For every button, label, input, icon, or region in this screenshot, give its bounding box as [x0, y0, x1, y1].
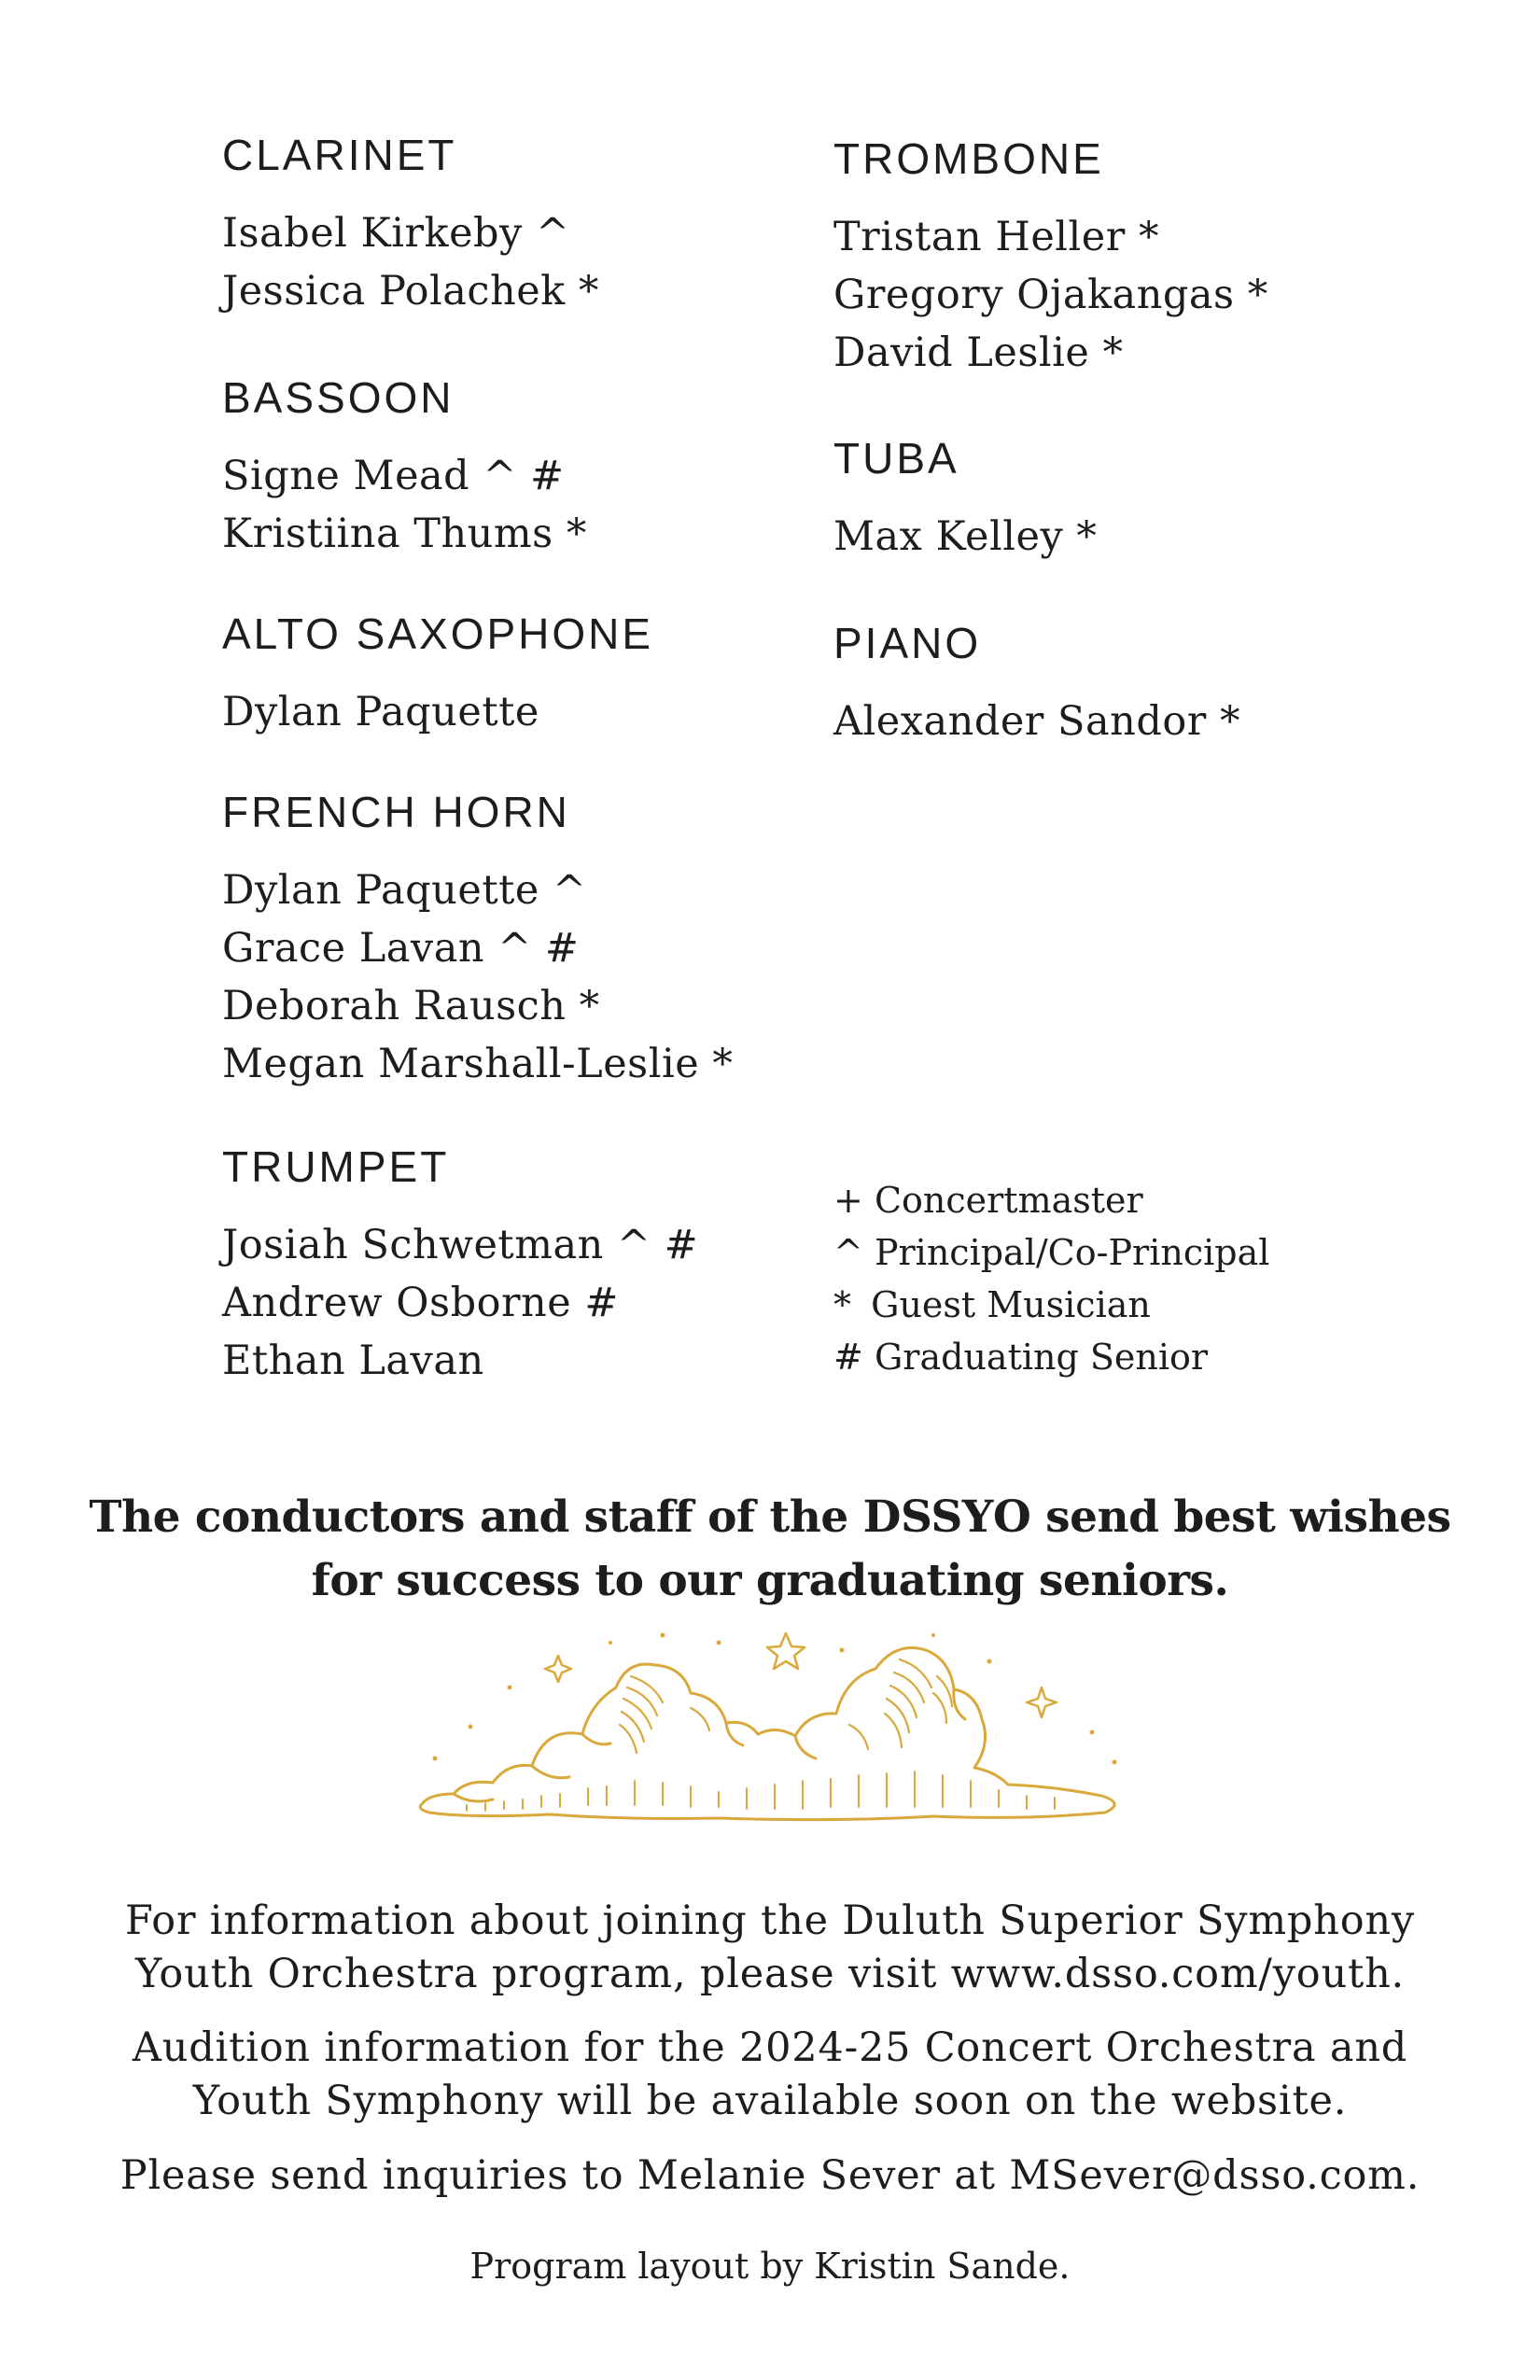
symbol-legend [833, 1174, 1269, 1383]
section-heading: ALTO SAXOPHONE [222, 609, 654, 658]
legend-label: Guest Musician [871, 1284, 1151, 1325]
legend-label: Graduating Senior [874, 1337, 1209, 1378]
audition-info [0, 2022, 1540, 2128]
section-heading: BASSOON [222, 373, 455, 422]
section-heading: PIANO [833, 619, 982, 667]
member-name: Deborah Rausch * [222, 983, 600, 1029]
info-line: Audition information for the 2024-25 Concert Orchestra and [132, 2024, 1408, 2071]
legend-symbol: # [833, 1337, 863, 1378]
member-name: Signe Mead ^ # [222, 453, 565, 499]
legend-symbol: + [833, 1180, 863, 1221]
member-name: David Leslie * [833, 329, 1124, 376]
member-name: Kristiina Thums * [222, 511, 587, 557]
legend-symbol: ^ [833, 1232, 863, 1273]
graduates-message-line: for success to our graduating seniors. [311, 1555, 1229, 1606]
member-name: Alexander Sandor * [833, 698, 1240, 745]
section-heading: FRENCH HORN [222, 788, 570, 836]
legend-label: Principal/Co-Principal [874, 1232, 1270, 1273]
section-alto-saxophone [222, 609, 654, 741]
member-list [222, 683, 653, 741]
section-piano [833, 619, 1240, 750]
section-heading: TROMBONE [833, 134, 1104, 183]
section-tuba [833, 434, 1098, 566]
member-name: Dylan Paquette [222, 689, 539, 735]
section-trombone [833, 134, 1268, 382]
member-name: Andrew Osborne # [222, 1280, 619, 1326]
member-list [222, 447, 587, 563]
credit-line: Program layout by Kristin Sande. [469, 2246, 1071, 2287]
section-bassoon [222, 373, 587, 563]
member-name: Grace Lavan ^ # [222, 925, 580, 972]
member-list [833, 508, 1097, 566]
legend-symbol: * [833, 1284, 851, 1325]
legend-item [833, 1174, 1269, 1226]
member-name: Megan Marshall-Leslie * [222, 1041, 734, 1087]
member-name: Ethan Lavan [222, 1337, 484, 1384]
member-name: Josiah Schwetman ^ # [222, 1222, 699, 1268]
member-name: Isabel Kirkeby ^ [222, 210, 570, 257]
graduates-message [0, 1486, 1540, 1613]
member-name: Tristan Heller * [833, 214, 1159, 260]
info-line: Youth Orchestra program, please visit www.dsso.com/youth. [134, 1951, 1406, 1997]
layout-credit [0, 2240, 1540, 2292]
section-heading: TUBA [833, 434, 959, 483]
graduates-message-line: The conductors and staff of the DSSYO send best wishes [89, 1491, 1451, 1543]
legend-label: Concertmaster [874, 1180, 1143, 1221]
inquiries-info [0, 2149, 1540, 2203]
member-list [222, 204, 599, 320]
member-list [833, 693, 1240, 750]
joining-info [0, 1895, 1540, 2001]
member-name: Jessica Polachek * [222, 268, 599, 315]
section-heading: CLARINET [222, 131, 457, 179]
info-line: Please send inquiries to Melanie Sever at MSever@dsso.com. [119, 2152, 1421, 2199]
legend-item [833, 1279, 1269, 1331]
member-list [222, 861, 733, 1093]
section-clarinet [222, 133, 599, 320]
member-list [222, 1216, 698, 1390]
member-name: Gregory Ojakangas * [833, 272, 1268, 318]
member-name: Dylan Paquette ^ [222, 867, 587, 914]
legend-item [833, 1226, 1269, 1279]
member-list [833, 208, 1268, 382]
member-name: Max Kelley * [833, 513, 1098, 560]
section-trumpet [222, 1142, 699, 1390]
info-line: For information about joining the Duluth Superior Symphony [124, 1897, 1415, 1944]
legend-item [833, 1331, 1269, 1383]
section-french-horn [222, 788, 734, 1093]
section-heading: TRUMPET [222, 1142, 450, 1191]
cloud-with-stars-icon [411, 1622, 1139, 1837]
info-line: Youth Symphony will be available soon on the website. [192, 2078, 1348, 2124]
